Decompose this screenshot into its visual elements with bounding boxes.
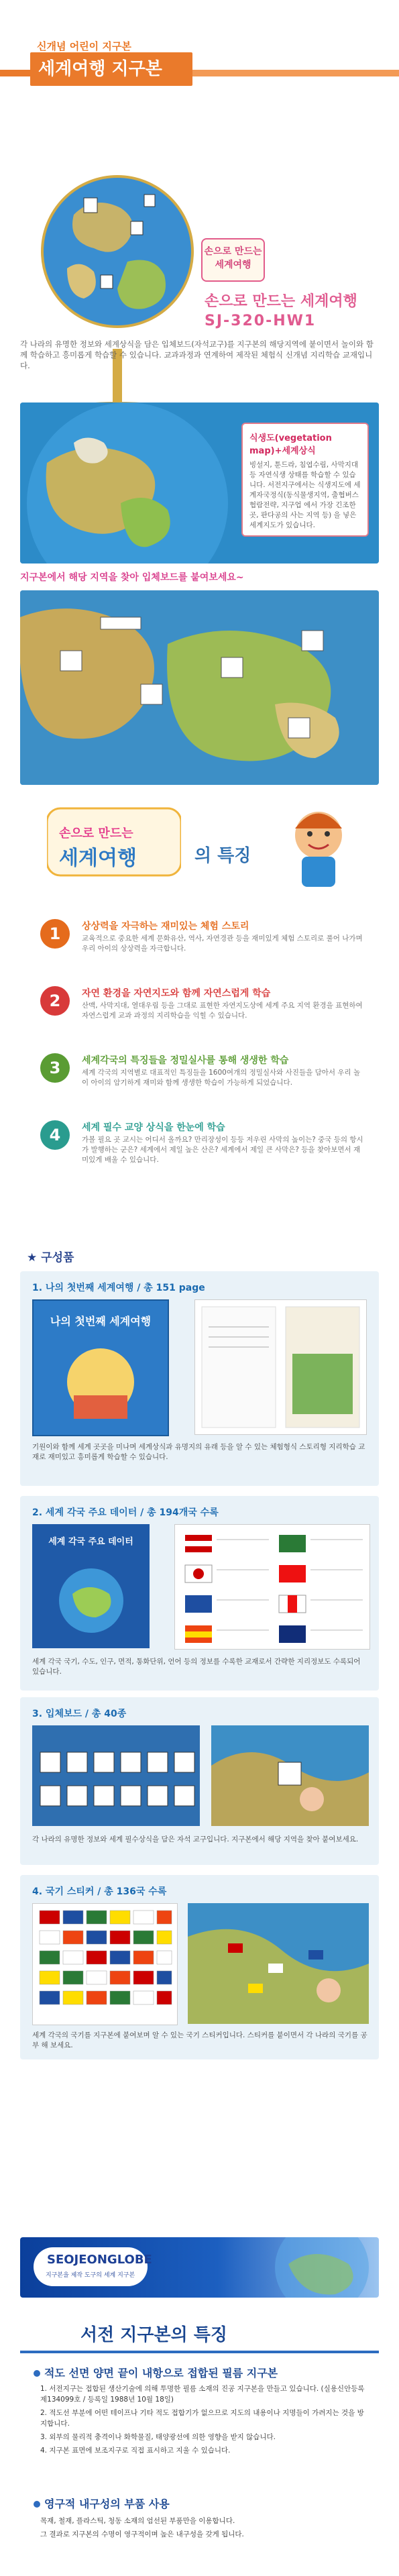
- vegetation-text: 빙설지, 툰드라, 침엽수림, 사막지대 등 자연식생 상태를 학습할 수 있습니다. 서전지구에서는 식생지도에 세계자국정식(동식물생지역, 출협버스 협람전략, 지구업 에서 가장 긴조한 곳, 판다공의 사는 지역 등) 을 넣은 세계지도가 있습니다.: [249, 461, 361, 529]
- header-tagline: 신개념 어린이 지구본: [37, 40, 131, 52]
- product-code: SJ-320-HW1: [205, 313, 317, 329]
- component-desc: 세계 각국 국기, 수도, 인구, 면적, 통화단위, 언어 등의 정보를 수록한 교재로서 간략한 지리정보도 수록되어 있습니다.: [32, 1658, 361, 1676]
- seojeon-list-2: [40, 2516, 369, 2542]
- data-book-cover-art: [32, 1547, 150, 1648]
- page-title: 세계여행 지구본: [30, 52, 192, 86]
- brand-logo: [201, 238, 265, 282]
- feature-text: 교육적으로 중요한 세계 문화유산, 역사, 자연경관 등을 재미있게 체험 스토리로 풀어 나가며 우리 아이의 상상력을 자극합니다.: [82, 934, 363, 953]
- board-on-globe-image: [211, 1725, 369, 1826]
- seojeon-subheading-2: [34, 2496, 170, 2511]
- list-item: 3. 외부의 물리적 충격이나 화학물질, 태양광선에 의한 영향을 받지 않습니다.: [40, 2433, 276, 2441]
- bullet-icon: [34, 2370, 40, 2377]
- data-book-cover-title: 세계 각국 주요 데이터: [48, 1537, 133, 1547]
- seojeon-subheading-2-text: 영구적 내구성의 부품 사용: [44, 2498, 170, 2510]
- seojeon-title: 서전 지구본의 특징: [80, 2325, 228, 2345]
- component-label: 1. 나의 첫번째 세계여행 / 총 151 page: [32, 1283, 205, 1293]
- component-label: 2. 세계 각국 주요 데이터 / 총 194개국 수록: [32, 1507, 219, 1518]
- features-brand-line1: 손으로 만드는: [59, 826, 133, 841]
- feature-text: 가볼 필요 곳 교시는 어디서 올까요? 만리장성이 등등 저우린 사막의 높이는? 중국 등의 항시가 발행하는 군은? 세계에서 제일 높은 산은? 세계에서 제일 큰 사막은? 등을 찾아보면서 재미있게 배울 수 있습니다.: [82, 1136, 363, 1164]
- seojeon-subheading-1-text: 적도 선면 양면 끝이 내항으로 접합된 필름 지구본: [44, 2367, 278, 2379]
- book-cover-art: [34, 1328, 168, 1422]
- list-item: 그 결과로 지구본의 수명이 영구적이며 높은 내구성을 갖게 됩니다.: [40, 2530, 244, 2538]
- seojeon-globe-art: [221, 2237, 379, 2298]
- flags-grid: [175, 1525, 369, 1649]
- brand-logo-line2: 세계여행: [215, 260, 251, 270]
- seojeon-subheading-1: [34, 2365, 278, 2380]
- component-desc: 기원이와 함께 세계 곳곳을 미나며 세계상식과 유명지의 유래 등을 알 수 있는 체험형식 스토리형 지리학습 교재로 재미있고 흥미롭게 학습할 수 있습니다.: [32, 1443, 365, 1461]
- feature-text: 세계 각국의 지역별로 대표적인 특징들을 1600여개의 정밀실사와 사진들을 담아서 우리 놀이 아이의 암기하게 재미와 함께 생생한 학습이 가능하게 되었습니다.: [82, 1069, 361, 1087]
- components-heading: ★ 구성품: [27, 1251, 74, 1265]
- cartoon-character-image: [268, 802, 369, 889]
- feature-number: 3: [40, 1053, 70, 1083]
- boards-box-image: [32, 1725, 200, 1826]
- book-spread-art: [195, 1300, 366, 1434]
- component-desc: 세계 각국의 국기를 지구본에 붙여보며 알 수 있는 국기 스티커입니다. 스티커를 붙이면서 각 나라의 국기를 공부 해 보세요.: [32, 2031, 367, 2049]
- component-label: 4. 국기 스티커 / 총 136국 수록: [32, 1886, 167, 1897]
- component-label: 3. 입체보드 / 총 40종: [32, 1709, 127, 1719]
- feature-title: 자연 환경을 자연지도와 함께 자연스럽게 학습: [82, 988, 271, 999]
- globe-product-image: [27, 134, 208, 416]
- feature-number: 1: [40, 919, 70, 949]
- vegetation-info-box: [241, 423, 369, 537]
- book-spread-image: [194, 1299, 367, 1435]
- seojeon-logo-sub: 지구본을 제작 도구의 세계 지구본: [46, 2272, 135, 2279]
- map-with-boards-image: [20, 590, 379, 785]
- book-cover-image: [32, 1299, 169, 1436]
- book-cover-title: 나의 첫번째 세계여행: [50, 1315, 152, 1328]
- vegetation-map-panel: [20, 402, 379, 564]
- component-desc: 각 나라의 유명한 정보와 세계 필수상식을 담은 자석 교구입니다. 지구본에서 해당 지역을 찾아 붙여보세요.: [32, 1835, 359, 1843]
- brand-logo-line1: 손으로 만드는: [204, 246, 262, 257]
- sticker-sheet-grid: [33, 1904, 177, 2025]
- feature-title: 세계각국의 특징들을 정밀실사를 통해 생생한 학습: [82, 1055, 289, 1066]
- list-item: 2. 적도선 부분에 어떤 테이프나 기타 적도 접합기가 없으므로 지도의 내용이나 지명들이 가려지는 것을 방지합니다.: [40, 2409, 364, 2428]
- product-intro: 각 나라의 유명한 정보와 세계상식을 담은 입체보드(자석교구)를 지구본의 해당지역에 붙이면서 놀이와 함께 학습하고 흥미롭게 학습할 수 있습니다. 교과과정과 연계하여 제작된 체험식 신개념 지리학습 교재입니다.: [20, 339, 374, 370]
- product-name: 손으로 만드는 세계여행: [205, 293, 357, 310]
- list-item: 4. 지구본 표면에 보조지구로 직접 표시하고 지울 수 있습니다.: [40, 2447, 231, 2455]
- vegetation-title: 식생도(vegetation map)+세계상식: [249, 433, 332, 456]
- component-book: [20, 1271, 379, 1486]
- feature-title: 세계 필수 교양 상식을 한눈에 학습: [82, 1122, 225, 1133]
- features-title: 의 특징: [194, 846, 251, 866]
- feature-title: 상상력을 자극하는 재미있는 체험 스토리: [82, 921, 249, 932]
- header-stripe-light: [188, 70, 399, 76]
- feature-text: 산맥, 사막지대, 열대우림 등을 그대로 표현한 자연지도상에 세계 주요 지역 환경을 표현하여 자연스럽게 교과 과정의 지리학습을 익힐 수 있습니다.: [82, 1002, 363, 1020]
- seojeon-logo-text: SEOJEONGLOBE: [47, 2253, 152, 2267]
- sticker-sheet-image: [32, 1903, 178, 2025]
- seojeon-list-1: [40, 2383, 369, 2459]
- seojeon-title-bar: [20, 2351, 379, 2353]
- sticker-caption: 지구본에서 해당 지역을 찾아 입체보드를 붙여보세요~: [20, 572, 244, 583]
- feature-number: 2: [40, 986, 70, 1016]
- seojeon-banner: [20, 2237, 379, 2298]
- flags-page-image: [174, 1524, 370, 1650]
- features-brand-line2: 세계여행: [59, 847, 137, 870]
- list-item: 1. 서전지구는 접합된 생산기술에 의해 투명한 필름 소재의 진공 지구본을 만들고 있습니다. (실용신안등록 제134099호 / 등록일 1988년 10월 18일): [40, 2385, 365, 2404]
- boards-grid: [32, 1725, 200, 1826]
- data-book-cover-image: [32, 1524, 150, 1648]
- feature-number: 4: [40, 1120, 70, 1150]
- component-boards: [20, 1697, 379, 1865]
- component-stickers: [20, 1875, 379, 2059]
- board-on-globe-art: [211, 1725, 369, 1826]
- stickers-on-globe-image: [188, 1903, 369, 2024]
- map-photo: [20, 590, 379, 785]
- stickers-on-globe-art: [188, 1903, 369, 2024]
- component-data-book: [20, 1496, 379, 1690]
- bullet-icon: [34, 2501, 40, 2508]
- list-item: 목재, 철재, 플라스틱, 청동 소재의 엄선된 부품만을 이용합니다.: [40, 2517, 235, 2525]
